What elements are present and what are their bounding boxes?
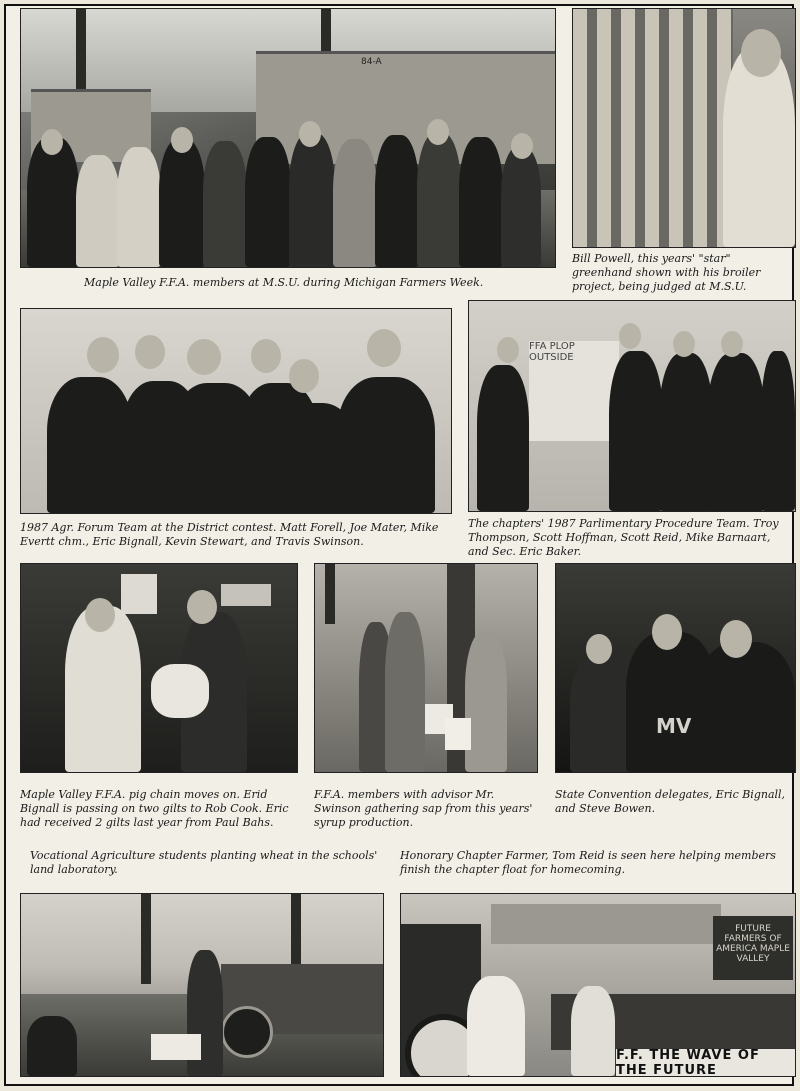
ffa-sign: FUTURE FARMERS OF AMERICA MAPLE VALLEY	[713, 916, 793, 980]
bare-tree	[141, 894, 151, 984]
face	[427, 119, 449, 145]
student	[333, 139, 377, 267]
face	[171, 127, 193, 153]
face	[652, 614, 682, 650]
student	[459, 137, 503, 267]
caption-sap: F.F.A. members with advisor Mr. Swinson gathering sap from this years' syrup production.	[314, 788, 533, 829]
face	[720, 620, 752, 658]
face	[367, 329, 401, 367]
face	[41, 129, 63, 155]
caption-pig-chain: Maple Valley F.F.A. pig chain moves on. Erid Bignall is passing on two gilts to Rob Cook. Eric had received 2 gilts last year from Paul Bahs.	[20, 788, 289, 829]
face	[251, 339, 281, 373]
caption-parliamentary: The chapters' 1987 Parlimentary Procedure Team. Troy Thompson, Scott Hoffman, Scott Reid, Mike Barnaart, and Sec. Eric Baker.	[468, 517, 779, 558]
face	[741, 29, 781, 77]
building-roof	[491, 904, 721, 944]
student	[375, 135, 419, 267]
student	[117, 147, 161, 267]
student	[417, 133, 461, 267]
barn-window	[121, 574, 157, 614]
photo-broiler-project	[572, 8, 796, 248]
sap-bucket	[445, 718, 471, 750]
team-member	[337, 377, 435, 513]
tom-reid	[467, 976, 525, 1076]
team-member	[659, 353, 713, 511]
photo-forum-team	[20, 308, 452, 514]
jacket-letters: MV	[656, 714, 692, 738]
team-member	[707, 353, 765, 511]
photo-pig-chain	[20, 563, 298, 773]
face	[135, 335, 165, 369]
team-member	[609, 351, 663, 511]
face	[289, 359, 319, 393]
student	[245, 137, 291, 267]
student	[76, 155, 120, 267]
face	[87, 337, 119, 373]
broiler-rack	[573, 9, 733, 247]
caption-state-convention: State Convention delegates, Eric Bignall, and Steve Bowen.	[555, 788, 786, 815]
face	[299, 121, 321, 147]
face	[619, 323, 641, 349]
caption-msu-week: Maple Valley F.F.A. members at M.S.U. during Michigan Farmers Week.	[84, 276, 484, 289]
bus-number: 84-A	[361, 57, 382, 67]
student	[27, 137, 79, 267]
face	[511, 133, 533, 159]
face	[187, 339, 221, 375]
face	[721, 331, 743, 357]
face	[673, 331, 695, 357]
gilt	[151, 664, 209, 718]
barn-window	[221, 584, 271, 606]
student	[289, 133, 335, 267]
tree	[325, 564, 335, 624]
ffa-member	[571, 986, 615, 1076]
caption-honorary: Honorary Chapter Farmer, Tom Reid is seen here helping members finish the chapter float for homecoming.	[400, 849, 776, 876]
chalkboard	[529, 341, 619, 441]
student	[27, 1016, 77, 1076]
face	[85, 598, 115, 632]
float-banner: F.F. THE WAVE OF THE FUTURE	[615, 1048, 796, 1077]
photo-state-convention	[555, 563, 796, 773]
face	[586, 634, 612, 664]
seed-sack	[151, 1034, 201, 1060]
ffa-member	[385, 612, 425, 772]
caption-wheat: Vocational Agriculture students planting wheat in the schools' land laboratory.	[30, 849, 378, 876]
board-text: FFA PLOP OUTSIDE	[529, 341, 575, 363]
student	[159, 139, 205, 267]
bill-powell	[723, 47, 795, 247]
tractor-wheel	[221, 1006, 273, 1058]
photo-parliamentary-team	[468, 300, 796, 512]
photo-wheat-planting	[20, 893, 384, 1077]
caption-forum-team: 1987 Agr. Forum Team at the District contest. Matt Forell, Joe Mater, Mike Evertt chm., Eric Bignall, Kevin Stewart, and Travis Swinson.	[20, 521, 439, 548]
photo-msu-group	[20, 8, 556, 268]
photo-sap-gathering	[314, 563, 538, 773]
student	[203, 141, 247, 267]
caption-bill-powell: Bill Powell, this years' "star" greenhand shown with his broiler project, being judged at M.S.U.	[572, 252, 761, 293]
bare-tree	[291, 894, 301, 964]
face	[187, 590, 217, 624]
steve-bowen	[696, 642, 795, 772]
ffa-member	[465, 632, 507, 772]
team-member	[477, 365, 529, 511]
face	[497, 337, 519, 363]
photo-homecoming-float	[400, 893, 796, 1077]
student	[501, 147, 541, 267]
team-member	[761, 351, 795, 511]
